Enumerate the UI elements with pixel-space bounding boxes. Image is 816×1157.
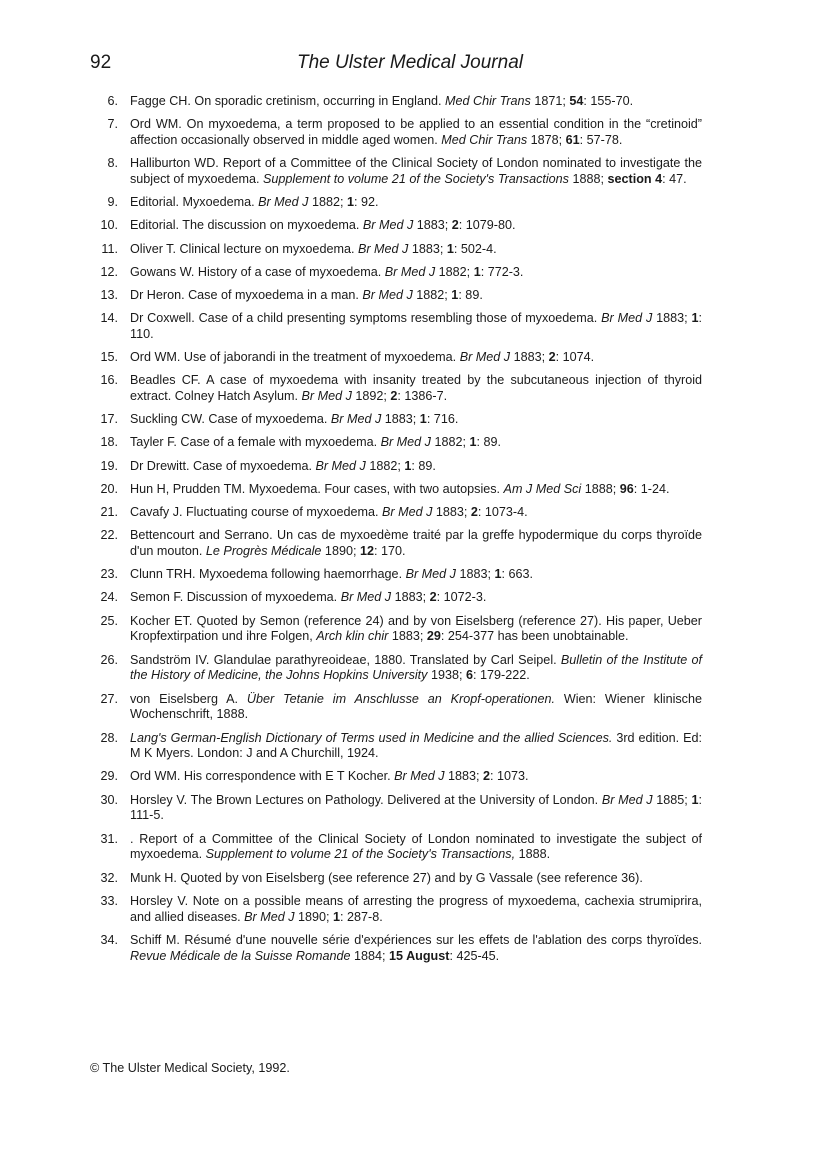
reference-segment: von Eiselsberg A. — [130, 691, 247, 706]
reference-item — [90, 528, 702, 560]
reference-number: 32. — [100, 870, 118, 885]
reference-segment: : 179-222. — [473, 668, 530, 683]
reference-segment: Dr Heron. Case of myxoedema in a man. — [130, 287, 363, 302]
reference-volume: 1 — [473, 264, 481, 279]
reference-segment: Tayler F. Case of a female with myxoedema. — [130, 435, 381, 450]
reference-title-italic: Supplement to volume 21 of the Society's Transactions — [263, 171, 569, 186]
reference-segment: Fagge CH. On sporadic cretinism, occurring in England. — [130, 94, 445, 108]
reference-title-italic: Br Med J — [384, 264, 436, 279]
reference-segment: 1883; — [408, 241, 447, 256]
reference-number: 10. — [100, 218, 118, 233]
reference-title-italic: Br Med J — [357, 241, 409, 256]
reference-item — [90, 832, 702, 864]
reference-number: 31. — [100, 831, 118, 846]
reference-title-italic: Am J Med Sci — [503, 481, 582, 496]
reference-segment: Wien: Wiener klinische Wochenschrift, 1888. — [130, 691, 702, 722]
reference-item — [90, 350, 702, 366]
reference-text — [130, 195, 702, 211]
reference-text — [130, 288, 702, 304]
reference-text — [130, 590, 702, 606]
reference-segment: : 89. — [476, 435, 502, 450]
reference-text — [130, 894, 702, 926]
reference-number: 20. — [100, 481, 118, 496]
reference-segment: : 110. — [130, 311, 703, 341]
reference-segment: Suckling CW. Case of myxoedema. — [130, 412, 331, 427]
reference-text — [130, 242, 702, 258]
reference-text — [130, 871, 702, 887]
reference-text — [130, 567, 702, 583]
reference-number: 24. — [100, 590, 118, 605]
reference-number: 23. — [100, 567, 118, 582]
reference-number: 26. — [100, 652, 118, 667]
reference-title-italic: Med Chir Trans — [445, 94, 531, 108]
reference-item — [90, 769, 702, 785]
reference-item — [90, 288, 702, 304]
reference-volume: 1 — [494, 567, 502, 582]
reference-segment: 1885; — [652, 792, 692, 807]
reference-text — [130, 933, 702, 965]
reference-item — [90, 373, 702, 405]
reference-segment: : 111-5. — [130, 792, 703, 823]
reference-list — [90, 94, 702, 972]
reference-segment: Halliburton WD. Report of a Committee of the Clinical Society of London nominated to investigate the subject of myxoedema. — [130, 156, 702, 186]
reference-volume: 15 August — [389, 948, 450, 963]
reference-segment: : 1073-4. — [477, 505, 528, 519]
reference-volume: 96 — [619, 481, 634, 496]
reference-text — [130, 373, 702, 405]
reference-segment: Beadles CF. A case of myxoedema with insanity treated by the subcutaneous injection of thyroid extract. Colney Hatch Asylum. — [130, 373, 702, 404]
reference-segment: Ord WM. His correspondence with E T Kocher. — [130, 769, 395, 784]
reference-text — [130, 94, 702, 110]
reference-item — [90, 731, 702, 763]
reference-segment: 1883; — [652, 311, 692, 326]
reference-segment: : 772-3. — [480, 264, 524, 279]
reference-title-italic: Br Med J — [459, 350, 511, 365]
reference-text — [130, 412, 702, 428]
reference-title-italic: Br Med J — [315, 458, 366, 473]
reference-segment: : 254-377 has been unobtainable. — [440, 629, 629, 644]
reference-item — [90, 311, 702, 343]
reference-title-italic: Br Med J — [330, 412, 382, 427]
reference-item — [90, 156, 702, 188]
reference-segment: 1882; — [365, 458, 405, 473]
reference-volume: 1 — [469, 435, 477, 450]
reference-item — [90, 117, 702, 149]
reference-number: 21. — [100, 505, 118, 519]
reference-segment: Clunn TRH. Myxoedema following haemorrhage. — [130, 567, 406, 582]
reference-segment: Munk H. Quoted by von Eiselsberg (see reference 27) and by G Vassale (see reference 36). — [130, 870, 643, 885]
reference-item — [90, 614, 702, 646]
reference-segment: 1883; — [455, 567, 495, 582]
reference-segment: 1888. — [515, 847, 551, 862]
reference-volume: 1 — [451, 287, 459, 302]
reference-volume: 54 — [569, 94, 584, 108]
reference-segment: Ord WM. Use of jaborandi in the treatment of myxoedema. — [130, 350, 460, 365]
reference-item — [90, 242, 702, 258]
reference-number: 17. — [100, 412, 118, 427]
reference-volume: 2 — [390, 389, 398, 404]
reference-item — [90, 505, 702, 521]
reference-number: 11. — [101, 241, 118, 256]
reference-segment: 3rd edition. Ed: M K Myers. London: J and A Churchill, 1924. — [130, 730, 703, 761]
reference-text — [130, 528, 702, 560]
reference-number: 13. — [100, 287, 118, 302]
reference-text — [130, 459, 702, 475]
page-number: 92 — [90, 52, 112, 73]
reference-item — [90, 692, 702, 724]
reference-segment: : 716. — [426, 412, 459, 427]
reference-volume: 1 — [419, 412, 427, 427]
reference-segment: 1890; — [321, 543, 360, 558]
reference-segment: : 287-8. — [340, 909, 383, 924]
journal-title: The Ulster Medical Journal — [297, 52, 523, 73]
reference-volume: 2 — [470, 505, 478, 519]
reference-text — [130, 832, 702, 864]
reference-number: 19. — [100, 458, 118, 473]
reference-segment: 1882; — [412, 287, 452, 302]
reference-segment: : 57-78. — [579, 132, 623, 147]
reference-number: 22. — [100, 528, 118, 543]
reference-text — [130, 653, 702, 685]
reference-number: 9. — [107, 195, 118, 210]
reference-segment: : 92. — [354, 195, 379, 210]
reference-volume: section 4 — [607, 171, 663, 186]
reference-text — [130, 265, 702, 281]
copyright-notice: © The Ulster Medical Society, 1992. — [90, 1061, 290, 1075]
reference-segment: : 1-24. — [633, 481, 670, 496]
reference-volume: 1 — [347, 195, 355, 210]
reference-text — [130, 769, 702, 785]
reference-volume: 29 — [426, 629, 441, 644]
reference-segment: . Report of a Committee of the Clinical Society of London nominated to investigate the subject of myxoedema. — [130, 831, 702, 862]
reference-segment: : 1386-7. — [397, 389, 448, 404]
reference-text — [130, 435, 702, 451]
reference-title-italic: Über Tetanie im Anschlusse an Kropf-operationen. — [246, 691, 555, 706]
reference-item — [90, 412, 702, 428]
reference-item — [90, 94, 702, 110]
reference-segment: Editorial. Myxoedema. — [130, 195, 259, 210]
reference-number: 8. — [107, 156, 118, 171]
reference-segment: : 1079-80. — [458, 218, 516, 233]
reference-segment: 1883; — [510, 350, 549, 365]
reference-volume: 2 — [548, 350, 556, 365]
reference-number: 27. — [100, 691, 118, 706]
reference-number: 12. — [100, 264, 118, 279]
reference-number: 29. — [100, 769, 118, 784]
reference-number: 34. — [100, 932, 118, 947]
reference-title-italic: Br Med J — [394, 769, 445, 784]
reference-number: 14. — [100, 311, 118, 326]
reference-segment: : 155-70. — [583, 94, 634, 108]
reference-volume: 61 — [565, 132, 580, 147]
reference-segment: 1938; — [427, 668, 466, 683]
reference-number: 6. — [107, 94, 118, 108]
reference-segment: : 89. — [411, 458, 436, 473]
reference-segment: Horsley V. Note on a possible means of arresting the progress of myxoedema, cachexia strumiprira, and allied diseases. — [130, 893, 702, 924]
reference-text — [130, 350, 702, 366]
reference-title-italic: Revue Médicale de la Suisse Romande — [130, 948, 351, 963]
reference-volume: 1 — [333, 909, 341, 924]
reference-item — [90, 482, 702, 498]
reference-title-italic: Br Med J — [258, 195, 309, 210]
reference-segment: Cavafy J. Fluctuating course of myxoedema. — [130, 505, 382, 519]
reference-item — [90, 933, 702, 965]
reference-volume: 1 — [691, 311, 699, 326]
reference-segment: Sandström IV. Glandulae parathyreoideae, 1880. Translated by Carl Seipel. — [130, 652, 561, 667]
reference-segment: 1883; — [413, 218, 452, 233]
reference-text — [130, 614, 702, 646]
reference-segment: Schiff M. Résumé d'une nouvelle série d'expériences sur les effets de l'ablation des corps thyroïdes. — [130, 932, 702, 947]
reference-text — [130, 117, 702, 149]
reference-text — [130, 505, 702, 521]
reference-segment: Kocher ET. Quoted by Semon (reference 24) and by von Eiselsberg (reference 27). His paper, Ueber Kropfextirpation und ihre Folgen, — [130, 613, 702, 644]
reference-segment: 1883; — [444, 769, 484, 784]
reference-segment: : 1072-3. — [436, 590, 487, 605]
reference-volume: 1 — [691, 792, 699, 807]
reference-title-italic: Br Med J — [301, 389, 352, 404]
reference-segment: Gowans W. History of a case of myxoedema. — [130, 264, 385, 279]
reference-segment: 1888; — [568, 171, 608, 186]
reference-text — [130, 482, 702, 498]
reference-volume: 2 — [483, 769, 491, 784]
reference-volume: 2 — [429, 590, 437, 605]
reference-segment: : 425-45. — [449, 948, 500, 963]
reference-item — [90, 653, 702, 685]
reference-number: 15. — [100, 350, 118, 365]
reference-segment: 1883; — [388, 629, 427, 644]
reference-segment: Ord WM. On myxoedema, a term proposed to be applied to an essential condition in the “cretinoid” affection occasionally observed in middle aged women. — [130, 117, 702, 147]
reference-volume: 1 — [446, 241, 454, 256]
reference-segment: 1871; — [530, 94, 570, 108]
reference-item — [90, 590, 702, 606]
reference-title-italic: Br Med J — [244, 909, 295, 924]
running-header — [90, 52, 730, 76]
reference-title-italic: Bulletin of the Institute of the History of Medicine, the Johns Hopkins University — [130, 652, 702, 683]
reference-volume: 6 — [466, 668, 474, 683]
reference-segment: 1882; — [430, 435, 470, 450]
reference-item — [90, 894, 702, 926]
reference-segment: Dr Coxwell. Case of a child presenting symptoms resembling those of myxoedema. — [130, 311, 602, 326]
reference-item — [90, 567, 702, 583]
reference-title-italic: Arch klin chir — [316, 629, 389, 644]
reference-item — [90, 793, 702, 825]
reference-segment: Editorial. The discussion on myxoedema. — [130, 218, 363, 233]
reference-text — [130, 311, 702, 343]
reference-segment: : 89. — [458, 287, 483, 302]
reference-segment: 1884; — [350, 948, 390, 963]
reference-title-italic: Br Med J — [380, 435, 431, 450]
reference-number: 25. — [100, 613, 118, 628]
reference-segment: 1890; — [294, 909, 334, 924]
reference-number: 30. — [100, 792, 118, 807]
reference-text — [130, 692, 702, 724]
reference-title-italic: Br Med J — [405, 567, 456, 582]
reference-segment: 1883; — [432, 505, 471, 519]
reference-segment: Hun H, Prudden TM. Myxoedema. Four cases, with two autopsies. — [130, 481, 504, 496]
reference-segment: Dr Drewitt. Case of myxoedema. — [130, 458, 316, 473]
reference-segment: Oliver T. Clinical lecture on myxoedema. — [130, 241, 358, 256]
reference-title-italic: Lang's German-English Dictionary of Terms used in Medicine and the allied Sciences. — [130, 730, 613, 745]
reference-number: 18. — [100, 435, 118, 450]
reference-text — [130, 731, 702, 763]
reference-title-italic: Br Med J — [340, 590, 392, 605]
reference-title-italic: Le Progrès Médicale — [205, 543, 322, 558]
reference-text — [130, 218, 702, 234]
reference-segment: : 502-4. — [453, 241, 497, 256]
reference-title-italic: Supplement to volume 21 of the Society's Transactions, — [205, 847, 516, 862]
reference-segment: : 1073. — [490, 769, 529, 784]
reference-title-italic: Br Med J — [601, 311, 653, 326]
reference-segment: 1882; — [308, 195, 347, 210]
reference-title-italic: Med Chir Trans — [441, 132, 528, 147]
reference-number: 28. — [100, 730, 118, 745]
reference-segment: 1883; — [391, 590, 430, 605]
reference-segment: : 1074. — [555, 350, 595, 365]
reference-segment: : 47. — [662, 171, 687, 186]
reference-number: 16. — [100, 373, 118, 388]
reference-volume: 2 — [451, 218, 459, 233]
reference-segment: 1883; — [381, 412, 420, 427]
reference-segment: : 170. — [373, 543, 406, 558]
reference-title-italic: Br Med J — [362, 218, 414, 233]
reference-text — [130, 793, 702, 825]
reference-segment: 1892; — [351, 389, 391, 404]
reference-item — [90, 195, 702, 211]
reference-number: 33. — [100, 893, 118, 908]
reference-title-italic: Br Med J — [362, 287, 413, 302]
reference-segment: Semon F. Discussion of myxoedema. — [130, 590, 341, 605]
reference-volume: 1 — [404, 458, 412, 473]
reference-title-italic: Br Med J — [601, 792, 653, 807]
reference-item — [90, 459, 702, 475]
reference-item — [90, 265, 702, 281]
reference-segment: 1878; — [527, 132, 566, 147]
reference-text — [130, 156, 702, 188]
reference-volume: 12 — [359, 543, 374, 558]
reference-segment: 1888; — [581, 481, 620, 496]
reference-item — [90, 435, 702, 451]
reference-title-italic: Br Med J — [382, 505, 433, 519]
reference-segment: 1882; — [435, 264, 474, 279]
reference-segment: : 663. — [501, 567, 533, 582]
reference-segment: Bettencourt and Serrano. Un cas de myxoedème traité par la greffe hypodermique du corps thyroïde d'un mouton. — [130, 528, 702, 558]
reference-item — [90, 218, 702, 234]
reference-segment: Horsley V. The Brown Lectures on Pathology. Delivered at the University of London. — [130, 792, 602, 807]
reference-number: 7. — [107, 117, 118, 132]
reference-item — [90, 871, 702, 887]
